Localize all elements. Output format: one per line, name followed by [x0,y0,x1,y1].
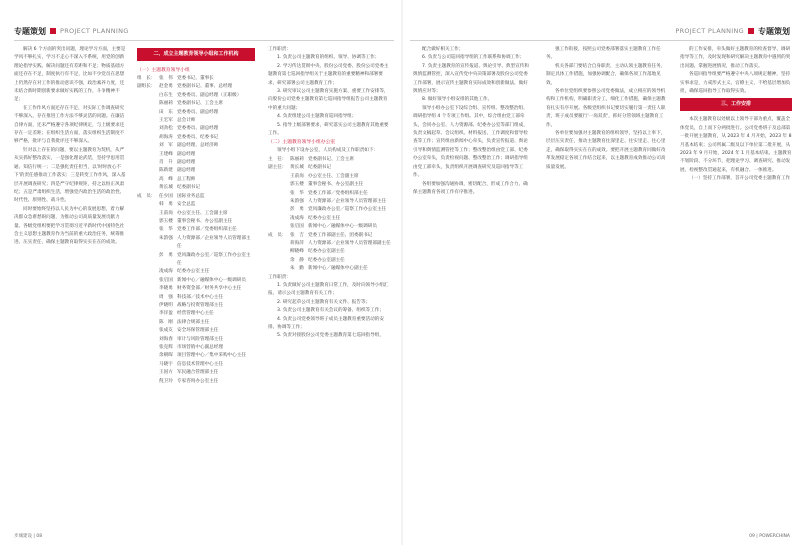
member-row [268,198,392,206]
member-role-label [137,285,159,293]
member-role-label [137,378,159,386]
member-row [137,167,255,175]
member-name: 肖 升 [159,160,173,166]
paragraph: 8. 做好领导小组安排的其他工作。 [422,97,493,103]
member-row [137,92,255,100]
member-name: 李晓勇 [159,286,173,292]
member-name: 陈丽莉 [290,156,304,162]
member-name: 黄长城 [159,185,173,191]
member-role-label [137,235,159,252]
column-4 [413,46,531,197]
column-1 [14,46,126,248]
member-role-label: 成 员： [268,232,287,238]
member-row [137,134,255,142]
member-name: 张 吉 [290,232,304,238]
member-row [268,190,392,198]
paragraph: 2. 学习传达贯彻中央、股份公司党委、股份公司党委主题教育第七巡回指导组关于主题教育的重要精神和部署要求，研究部署公司主题教育工作； [268,63,389,86]
member-row [137,226,255,234]
member-row [268,206,392,214]
member-title: 项目管理中心／集中采购中心主任 [177,353,246,359]
member-name: 黄长城 [290,165,304,171]
member-role-label [137,294,159,302]
member-name: 高 峰 [159,176,173,182]
member-title: 新闻中心／融媒体中心一级调研员 [177,277,246,283]
member-name: 田 东 [159,109,173,115]
member-row [137,151,255,159]
member-name: 彭 勇 [159,252,173,258]
member-row [137,159,255,167]
member-title: 经营管理中心主任 [177,311,214,317]
member-title: 副总经理、总经济师 [177,143,219,149]
member-role-label [137,151,159,159]
member-title: 纪委副书记 [177,185,200,191]
text-block [680,46,792,96]
member-title: 纪委办公室主任 [308,215,341,221]
paragraph: 领导小组下设办公室，人员构成及工作职责如下： [277,148,379,154]
paragraph: 强工作衔接，按照公司党委部署落实主题教育工作任务。 [546,47,661,61]
member-role-label [268,265,290,273]
header-left-marker-icon [50,28,56,34]
member-title: 法律合规部主任 [177,319,210,325]
paragraph: 在工作作风方面还存在不足，对实际工作调查研究不够深入，存在推进工作方法不够灵活的问题。在廉洁自律方面，还未严格遵守各项纪律规定，与上级要求还存在一定差距；在组织生活方面，落实组织生活制度不够严格，批评与自我批评还不够深入。 [14,105,125,145]
member-row [268,181,392,189]
member-role-label [268,206,290,214]
paragraph: 3. 研究审议公司主题教育实施方案、重要工作安排等，向股份公司党委主题教育第七巡回指导组报告公司主题教育中的重大问题； [268,89,389,111]
paragraph: 7. 负责主题教育的宣传报道、舆论引导、典型宣传和舆情监测管控，深入宣传党中央决策部署及股份公司党委工作部署，展示宣传主题教育实际成效和创新做法，做好舆情应对等； [413,63,529,95]
member-title: 新闻中心／融媒体中心副主任 [308,266,368,272]
header-left-en: PROJECT PLANNING [60,27,129,35]
member-row [268,215,392,223]
member-name: 王国方 [159,370,173,376]
member-title: 财务资金部／财务共享中心主任 [177,286,242,292]
member-role-label [137,100,159,108]
member-row [137,369,255,377]
member-title: 党风廉政办公室／巡察工作办公室主任 [177,252,251,266]
member-title: 国际业务总监 [177,193,205,199]
member-name: 张 华 [290,190,304,196]
paragraph: 各组要加强沟通协调，密切配合，形成工作合力，确保主题教育各项工作有序推进。 [413,181,528,195]
member-name: 王宏军 [159,118,173,124]
header-right-marker-icon [748,28,754,34]
member-role-label [137,176,159,184]
member-role-label: 组 长： [137,76,156,81]
member-title: 总会计师 [177,118,196,124]
member-row [137,319,255,327]
text-block [546,46,668,172]
column-6 [680,46,792,184]
paragraph: 领导小组办公室下设综合组、宣传组、整改整治组、调研指导组 4 个专项工作组。其中，综合组由党工部牵头，会同办公室、人力资源部、纪委办公室等部门组成，负责文稿起草、会议组织、材料报送、工作调度和督导检查等工作；宣传组由新闻中心牵头，负责宣传报道、舆论引导和舆情监测管控等工作；整改整治组由党工部、纪委办公室牵头，负责检视问题、整改整治工作；调研指导组由党工部牵头，负责组织开展调查研究及巡回指导等工作。 [413,105,528,179]
member-role-label [137,252,159,269]
member-name: 凌成海 [290,215,304,221]
member-title: 市场营销中心副总经理 [177,345,223,350]
member-name: 王前岗 [290,173,304,179]
member-row [137,327,255,335]
duty-list [268,54,392,138]
member-title: 党委委员、副总经理 [177,109,219,115]
paragraph: 配合做好相关工作； [422,47,464,52]
member-role-label [137,125,159,133]
member-role-label [268,240,290,248]
member-title: 总工程师 [177,176,196,182]
member-role-label [137,352,159,360]
member-title: 人力资源部／企业领导人员管理部主任 [177,235,251,250]
paragraph: 4. 负责组建公司主题教育巡回指导组； [277,114,357,120]
member-role-label [268,173,290,181]
member-row [137,352,255,360]
member-row [137,109,255,117]
member-row [137,235,255,252]
member-title: 党委委员、副总经理（正职级） [177,92,242,98]
paragraph: 的工作安排，牵头做好主题教育的检查督导、调研指导等工作，及时发现和研究解决主题教育中遇到的突出问题，掌握进展情况，推动工作落实。 [680,47,791,69]
member-row [268,173,392,181]
member-row [137,142,255,150]
column-2 [137,46,255,386]
member-title: 纪委办公室副主任 [308,249,345,255]
paragraph: 4. 负责公司党委领导班子成员主题教育重要活动的安排、协调等工作； [268,316,384,330]
member-name: 余 静 [290,257,304,263]
member-row [137,100,255,108]
paragraph: 各巡回指导组要严格遵守中央八项规定精神，坚持实事求是，力戒形式主义、官僚主义，不给基层增加负担，确保巡回指导工作取得实效。 [680,72,791,95]
paragraph: 机关各部门要结合自身职责，主动认领主题教育任务，制定具体工作措施，加强协调配合，确保各项工作落地见效。 [546,63,666,86]
member-row [137,336,255,344]
member-role-label [137,134,159,142]
member-role-label [137,142,159,150]
member-name: 倪卫玲 [159,378,173,384]
member-name: 陈丽莉 [159,101,173,107]
subsection-heading: （一）主题教育领导小组 [137,68,190,73]
member-role-label: 成 员： [137,193,156,199]
member-name: 韩 勇 [159,202,173,208]
header-left [14,24,129,38]
member-title: 党委书记、董事长 [177,76,214,81]
paragraph: 各单位要加强对主题教育的组织领导，坚持以上率下，层层压实责任，推动主题教育往深里走、往实里走、往心里走，确保取得实实在在的成效。要把开展主题教育同做好改革发展稳定各项工作结合起来，以主题教育成效推动公司高质量发展。 [546,131,666,170]
member-role-label [268,215,290,223]
member-role-label: 副组长： [137,84,156,90]
duty-title: 工作职责： [268,274,291,280]
member-role-label: 副主任： [268,165,287,171]
member-role-label [137,344,159,352]
member-role-label [137,167,159,175]
member-row [268,223,392,231]
member-row [137,277,255,285]
footer-right: 09 | POWERCHINA [749,534,790,539]
member-name: 胡海涛 [159,134,173,140]
member-row [268,257,392,265]
header-right-title: 专题策划 [758,26,790,36]
member-row [137,302,255,310]
member-title: 董事会秘书、办公室副主任 [308,182,364,188]
header-right [675,24,790,38]
member-title: 安全总监 [177,202,196,208]
member-row [137,184,255,192]
member-row [137,310,255,318]
member-role-label [137,159,159,167]
member-row [137,294,255,302]
paragraph: 同时要始终坚持以人民为中心的发展思想，着力解决群众急难愁盼问题，为推动公司高质量发展贡献力量。各级党组织要把学习贯彻习近平新时代中国特色社会主义思想主题教育作为当前的重大政治任务，统筹推进、压实责任，确保主题教育取得实实在在的成效。 [14,206,125,246]
member-role-label [268,223,290,231]
paragraph: 本次主题教育以处级以上领导干部为重点，覆盖全体党员，自上而下分两批进行。公司党委班子及总部第一批开展主题教育，从 2023 年 4 月开始，2023 年 8 月基本结束；公司所属二级及以下单位第二批开展，从 2023 年 9 月开始，2024 年 1 月基本结束。主题教育不划阶段、不分环节，把理论学习、调查研究、推动发展、检视整改贯通起来，有机融合、一体推进。 [680,117,792,173]
member-title: 军民融合管理部主任 [177,370,219,376]
member-row [268,156,392,164]
column-3 [268,46,392,341]
member-role-label [268,257,290,265]
member-name: 马晓宇 [159,361,173,367]
member-name: 刘 军 [159,143,173,149]
member-row [137,344,255,352]
office-list [268,156,392,274]
member-role-label [137,92,159,100]
paragraph: 1. 负责公司主题教育的组织、领导、协调等工作； [277,55,380,61]
paragraph: （一）坚持工作部署，首开公司党委主题教育工作 [689,176,791,182]
member-name: 蒋海萍 [290,240,304,246]
member-title: 审计与风险管理部主任 [177,336,223,342]
column-5 [546,46,668,172]
member-title: 科技部／技术中心主任 [177,294,223,300]
member-role-label [137,319,159,327]
member-title: 党委工作部／党委组织部主任 [177,227,237,233]
member-name: 张 华 [159,227,173,233]
member-role-label [137,310,159,318]
member-name: 王前岗 [159,210,173,216]
header-right-en: PROJECT PLANNING [675,27,744,35]
member-title: 人力资源部／企业领导人员管理部副主任 [308,240,391,246]
member-name: 陈新建 [159,168,173,174]
member-name: 朱韵强 [159,235,173,241]
member-role-label [137,327,159,335]
member-role-label [137,277,159,285]
member-role-label [268,198,290,206]
member-title: 副总经理 [177,160,196,166]
member-role-label [268,248,290,256]
member-row [137,268,255,276]
member-row [137,125,255,133]
member-row [268,248,392,256]
member-row [268,265,392,273]
paragraph: 5. 负责对接股份公司党委主题教育第七巡回指导组， [277,333,384,339]
member-row [137,176,255,184]
member-name: 柳晓峰 [290,249,304,255]
section-heading: 三、工作安排 [680,98,792,111]
member-name: 刘劲松 [159,126,173,132]
member-name: 白东生 [159,92,173,98]
member-name: 彭 勇 [290,207,304,213]
member-row [268,240,392,248]
member-row [137,210,255,218]
member-title: 党委副书记、工会主席 [308,156,354,162]
member-role-label: 主 任： [268,156,287,162]
member-name: 任少国 [159,193,173,199]
member-title: 副总经理 [177,151,196,157]
member-role-label [137,201,159,209]
member-title: 董事会秘书、办公室副主任 [177,218,233,224]
member-name: 张启国 [159,277,173,283]
member-name: 陈 刚 [159,319,173,325]
member-name: 张 伟 [159,76,173,81]
footer-left: 步城建设 | 08 [14,534,43,539]
member-title: 办公室主任、工会副主席 [308,173,359,179]
member-name: 凌成海 [159,269,173,275]
member-row [137,378,255,386]
member-title: 信息技术管理中心主任 [177,361,223,367]
paragraph: 2. 研究起草公司主题教育有关文件、报告等； [277,299,371,305]
member-row [268,232,392,240]
member-name: 郭玉楼 [159,218,173,224]
member-row [137,117,255,125]
member-row [137,193,255,201]
member-name: 王建峰 [159,151,173,157]
leader-list [137,75,255,386]
paragraph: 1. 负责做好公司主题教育日常工作，及时向领导小组汇报、请示公司主题教育有关工作； [268,282,389,297]
member-row [137,201,255,209]
paragraph: 解决 6 个方面的突出问题，理论学习方面，主要是学风不够扎实，学习不走心不深入不系统，用党的创新理论指导实践、解决问题还有差距和不足；物质基础方面还存在不足，制度执行有不足，比如不少党员在思想上仍然存在对工作的推动意识不强，政治素养力度，还未结合新时期创新要求做好实践的工作，斗争精神不足； [14,47,126,103]
paragraph: 各单位党组织要参照公司党委做法，成立相应的领导机构和工作机构，明确职责分工，细化工作措施，确保主题教育扎实有序开展。各级党组织书记要切实履行第一责任人职责，班子成员要履行'一岗双责'，抓好分管领域主题教育工作。 [546,89,666,128]
subsection-heading: （二）主题教育领导小组办公室 [268,140,336,146]
member-title: 专家咨询办公室主任 [177,378,219,384]
member-name: 张成友 [159,328,173,334]
member-title: 党委副书记、工会主席 [177,101,223,107]
member-row [137,83,255,91]
member-row [137,75,255,83]
member-role-label [137,117,159,125]
section-heading: 二、成立主题教育领导小组和工作机构 [137,48,255,61]
member-title: 纪委办公室主任 [177,269,210,275]
member-role-label [137,210,159,218]
member-title: 纪委办公室副主任 [308,257,345,263]
member-name: 余朝晖 [159,353,173,359]
member-role-label [137,268,159,276]
text-block [413,46,531,197]
member-role-label [268,190,290,198]
member-name: 刘海春 [159,336,173,342]
member-role-label [137,361,159,369]
member-name: 赵金勇 [159,84,173,90]
member-role-label [137,184,159,192]
member-name: 李洋盈 [159,311,173,317]
duty-list [268,282,392,341]
paragraph: 6. 负责与公司巡回指导组的工作联系和协调工作； [422,55,525,61]
member-title: 党风廉政办公室／巡察工作办公室主任 [308,207,387,213]
member-row [137,218,255,226]
page-gutter [401,0,403,545]
member-name: 周 强 [159,294,173,300]
paragraph: 3. 负责公司主题教育有关会议的筹备、组织等工作； [277,308,384,314]
header-left-rule [14,40,394,41]
member-role-label [137,369,159,377]
header-right-rule [410,40,790,41]
member-title: 办公室主任、工会副主席 [177,210,228,216]
member-name: 郭玉楼 [290,182,304,188]
member-title: 纪委副书记 [308,165,331,171]
paragraph: 5. 指导上级部署要求，研究落实公司主题教育其他重要工作。 [268,122,389,137]
member-name: 张启国 [290,224,304,230]
member-title: 党委副书记、董事、总经理 [177,84,233,90]
header-left-title: 专题策划 [14,26,46,36]
member-title: 人力资源部／企业领导人员管理部主任 [308,198,387,204]
member-row [137,285,255,293]
member-name: 朱 勤 [290,266,304,272]
member-row [137,361,255,369]
member-role-label [137,109,159,117]
member-title: 战略与投资管理部主任 [177,302,223,308]
member-name: 伊晓明 [159,302,173,308]
member-title: 新闻中心／融媒体中心一级调研员 [308,224,377,230]
member-role-label [268,181,290,189]
member-role-label [137,226,159,234]
member-role-label [137,218,159,226]
member-title: 党委委员、纪委书记 [177,134,219,140]
member-title: 党委委员、副总经理 [177,126,219,132]
member-title: 党委工作部副主任、团委副书记 [308,232,373,238]
paragraph: 针对以上存在的问题，要以主题教育为契机，从严从实抓好整改落实，一是强化理论武装，坚持学思用贯通、知信行统一；二是强化责任担当，以'时时放心不下'的责任感推动工作落实；三是转变工作作风，深入基层开展调查研究；四是严守纪律规矩，持之以恒正风肃纪；五是严肃组织生活，增强党内政治生活的政治性、时代性、原则性、战斗性。 [14,147,126,204]
member-role-label [137,336,159,344]
member-title: 党委工作部／党委组织部主任 [308,190,368,196]
member-row [268,164,392,172]
member-name: 张克辉 [159,345,173,350]
duty-title: 工作职责： [268,47,291,52]
member-name: 朱韵强 [290,198,304,204]
member-title: 副总经理 [177,168,196,174]
member-role-label [137,302,159,310]
member-row [137,252,255,269]
member-title: 安全环保管理部主任 [177,328,219,334]
